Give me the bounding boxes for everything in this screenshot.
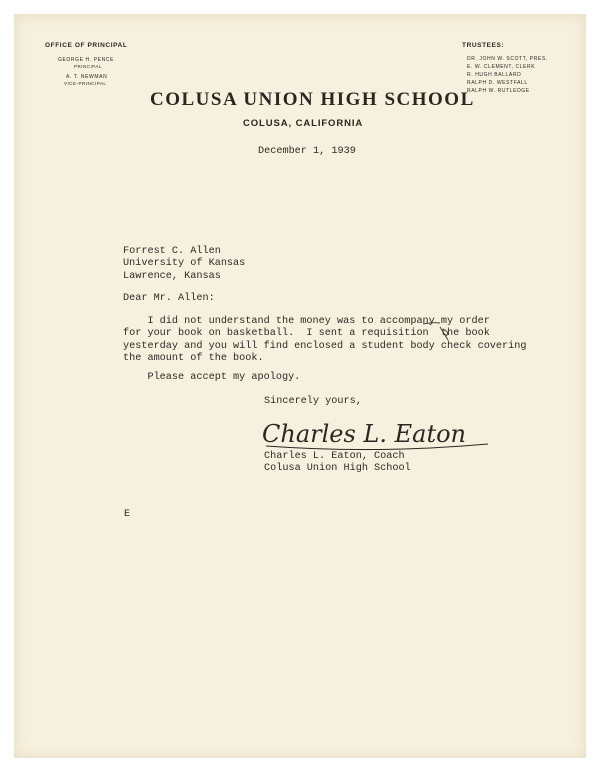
handwritten-signature bbox=[256, 414, 496, 454]
school-city: COLUSA, CALIFORNIA bbox=[243, 118, 364, 129]
office-heading: OFFICE OF PRINCIPAL bbox=[45, 42, 128, 49]
letter-date: December 1, 1939 bbox=[258, 146, 356, 157]
body-line: for your book on basketball. I sent a requisition the book bbox=[123, 328, 490, 340]
trustee-item: RALPH W. RUTLEDGE bbox=[467, 88, 530, 94]
signer-organization: Colusa Union High School bbox=[264, 463, 411, 475]
handwritten-correction-mark bbox=[420, 322, 460, 342]
trustee-item: R. HUGH BALLARD bbox=[467, 72, 522, 78]
recipient-address bbox=[123, 246, 245, 283]
salutation: Dear Mr. Allen: bbox=[123, 293, 215, 304]
svg-text:Charles L. Eaton: Charles L. Eaton bbox=[262, 420, 466, 448]
recipient-line: Lawrence, Kansas bbox=[123, 270, 221, 282]
body-line: yesterday and you will find enclosed a student body check covering bbox=[123, 340, 527, 352]
footer-mark: E bbox=[124, 509, 131, 520]
recipient-line: Forrest C. Allen bbox=[123, 246, 221, 257]
school-name: COLUSA UNION HIGH SCHOOL bbox=[150, 89, 475, 110]
recipient-line: University of Kansas bbox=[123, 258, 246, 270]
vice-principal-title: VICE-PRINCIPAL bbox=[64, 81, 107, 86]
trustees-heading: TRUSTEES: bbox=[462, 42, 505, 49]
body-line: I did not understand the money was to accompany my order bbox=[123, 316, 490, 327]
signer-name: Charles L. Eaton, Coach bbox=[264, 451, 405, 462]
principal-title: PRINCIPAL bbox=[74, 64, 102, 69]
closing: Sincerely yours, bbox=[264, 396, 362, 407]
vice-principal-name: A. T. NEWMAN bbox=[66, 74, 108, 80]
trustees-list bbox=[467, 55, 548, 95]
body-line: the amount of the book. bbox=[123, 353, 264, 365]
body-paragraph bbox=[123, 316, 527, 366]
apology-line: Please accept my apology. bbox=[123, 372, 301, 383]
trustee-item: RALPH D. WESTFALL bbox=[467, 80, 528, 86]
trustee-item: E. W. CLEMENT, CLERK bbox=[467, 64, 536, 70]
signature-block bbox=[264, 451, 411, 476]
principal-name: GEORGE H. PENCE bbox=[58, 57, 114, 63]
trustee-item: DR. JOHN W. SCOTT, PRES. bbox=[467, 56, 548, 62]
